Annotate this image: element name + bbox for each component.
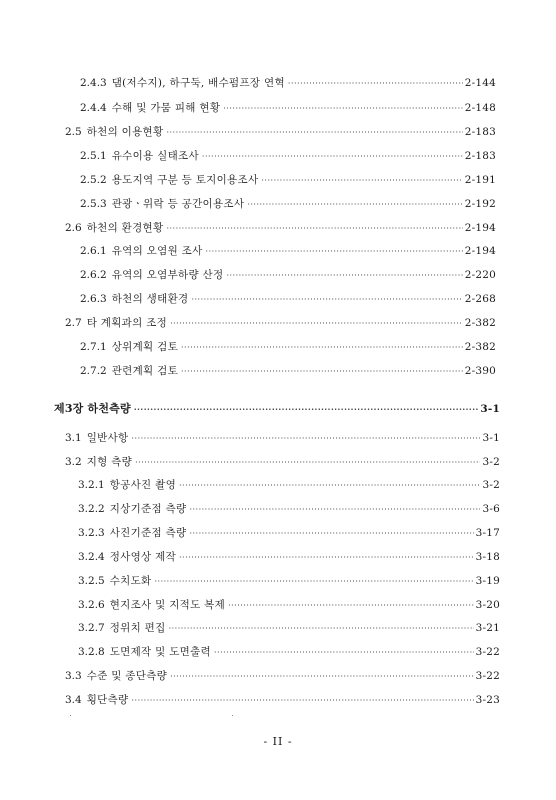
dot-leader xyxy=(191,293,462,307)
toc-entry-3-2-6 xyxy=(78,598,500,613)
toc-entry-2-7-1 xyxy=(80,340,496,355)
scan-speck xyxy=(70,715,71,716)
dot-leader xyxy=(134,402,479,416)
toc-number: 3.4 xyxy=(65,694,82,706)
toc-title: 정위치 편집 xyxy=(109,622,166,634)
toc-entry-2-4-4 xyxy=(80,101,496,116)
toc-page: 2-220 xyxy=(464,269,496,281)
toc-page: 3-18 xyxy=(475,551,500,563)
toc-title: 하천의 생태환경 xyxy=(111,293,189,305)
toc-title: 사진기준점 측량 xyxy=(109,527,187,539)
toc-title: 일반사항 xyxy=(86,432,129,444)
toc-number: 2.7.1 xyxy=(80,341,107,353)
toc-entry-3-2-8 xyxy=(78,645,500,660)
dot-leader xyxy=(131,432,480,446)
toc-number: 3.2.7 xyxy=(78,622,105,634)
toc-entry-2-5-3 xyxy=(80,197,496,212)
toc-page: 2-191 xyxy=(464,174,496,186)
toc-title: 하천의 이용현황 xyxy=(86,126,164,138)
toc-entry-2-6 xyxy=(65,221,496,236)
toc-entry-2-5 xyxy=(65,125,496,140)
dot-leader xyxy=(170,670,474,684)
toc-page: 2-144 xyxy=(464,77,496,89)
toc-page: 3-23 xyxy=(475,694,500,706)
toc-number: 2.5.3 xyxy=(80,198,107,210)
dot-leader xyxy=(228,599,474,613)
toc-page: 2-268 xyxy=(464,293,496,305)
toc-entry-3-3 xyxy=(65,669,500,684)
toc-title: 수해 및 가뭄 피해 현황 xyxy=(111,102,221,114)
toc-title: 지형 측량 xyxy=(86,456,133,468)
toc-number: 3.2.2 xyxy=(78,503,105,515)
dot-leader xyxy=(179,479,480,493)
dot-leader xyxy=(247,198,462,212)
dot-leader xyxy=(223,102,462,116)
toc-entry-3-2-2 xyxy=(78,502,500,517)
toc-page: 2-183 xyxy=(464,150,496,162)
toc-number: 2.6.3 xyxy=(80,293,107,305)
toc-chapter-3 xyxy=(54,402,500,416)
toc-number: 3.2.1 xyxy=(78,479,105,491)
toc-entry-3-4 xyxy=(65,693,500,708)
dot-leader xyxy=(261,174,462,188)
toc-page: 3-2 xyxy=(482,479,500,491)
toc-entry-2-5-2 xyxy=(80,173,496,188)
toc-title: 관련계획 검토 xyxy=(111,365,179,377)
toc-title: 하천의 환경현황 xyxy=(86,222,164,234)
toc-page: 3-1 xyxy=(480,403,500,415)
toc-page: 3-20 xyxy=(475,599,500,611)
toc-page: 3-17 xyxy=(475,527,500,539)
dot-leader xyxy=(170,317,463,331)
dot-leader xyxy=(189,527,473,541)
toc-number: 3.2.5 xyxy=(78,575,105,587)
dot-leader xyxy=(135,456,480,470)
dot-leader xyxy=(214,646,474,660)
dot-leader xyxy=(206,245,463,259)
toc-entry-2-7 xyxy=(65,316,496,331)
dot-leader xyxy=(166,222,462,236)
toc-title: 댐(저수지), 하구둑, 배수펌프장 연혁 xyxy=(111,77,285,89)
toc-entry-2-7-2 xyxy=(80,364,496,379)
toc-number: 3.2.4 xyxy=(78,551,105,563)
toc-page: 2-390 xyxy=(464,365,496,377)
toc-page: 3-22 xyxy=(475,670,500,682)
toc-title: 정사영상 제작 xyxy=(109,551,177,563)
toc-entry-3-2-3 xyxy=(78,526,500,541)
toc-title: 지상기준점 측량 xyxy=(109,503,187,515)
dot-leader xyxy=(181,341,463,355)
toc-page: 3-22 xyxy=(475,646,500,658)
toc-number: 2.7 xyxy=(65,317,82,329)
toc-entry-3-2-1 xyxy=(78,478,500,493)
toc-title: 유역의 오염원 조사 xyxy=(111,245,203,257)
toc-title: 상위계획 검토 xyxy=(111,341,179,353)
toc-page: 2-194 xyxy=(464,245,496,257)
toc-entry-2-6-2 xyxy=(80,268,496,283)
scan-speck xyxy=(232,715,233,716)
toc-title: 관광ㆍ위락 등 공간이용조사 xyxy=(111,198,245,210)
dot-leader xyxy=(131,694,473,708)
toc-page: 3-21 xyxy=(475,622,500,634)
dot-leader xyxy=(155,575,474,589)
dot-leader xyxy=(226,269,462,283)
toc-number: 2.6 xyxy=(65,222,82,234)
toc-title: 유수이용 실태조사 xyxy=(111,150,199,162)
dot-leader xyxy=(179,551,474,565)
toc-entry-2-6-1 xyxy=(80,244,496,259)
toc-number: 3.2.6 xyxy=(78,599,105,611)
toc-title: 횡단측량 xyxy=(86,694,129,706)
toc-title: 도면제작 및 도면출력 xyxy=(109,646,211,658)
toc-page: 3-6 xyxy=(482,503,500,515)
toc-number: 2.6.2 xyxy=(80,269,107,281)
toc-entry-3-2-4 xyxy=(78,550,500,565)
toc-number: 3.3 xyxy=(65,670,82,682)
toc-title: 유역의 오염부하량 산정 xyxy=(111,269,224,281)
toc-number: 3.2.8 xyxy=(78,646,105,658)
toc-entry-3-2 xyxy=(65,455,500,470)
toc-number: 2.5 xyxy=(65,126,82,138)
toc-page: 2-382 xyxy=(464,317,496,329)
toc-page: 2-148 xyxy=(464,102,496,114)
chapter-title: 제3장 하천측량 xyxy=(54,402,131,415)
toc-number: 2.5.1 xyxy=(80,150,107,162)
toc-title: 타 계획과의 조정 xyxy=(86,317,168,329)
dot-leader xyxy=(169,622,474,636)
dot-leader xyxy=(202,150,463,164)
toc-entry-2-6-3 xyxy=(80,292,496,307)
toc-number: 2.4.3 xyxy=(80,77,107,89)
dot-leader xyxy=(288,77,463,91)
toc-title: 항공사진 촬영 xyxy=(109,479,177,491)
toc-page: 3-1 xyxy=(482,432,500,444)
toc-page: 2-192 xyxy=(464,198,496,210)
toc-entry-3-2-5 xyxy=(78,574,500,589)
toc-title: 수준 및 종단측량 xyxy=(86,670,168,682)
toc-entry-2-5-1 xyxy=(80,149,496,164)
toc-entry-3-1 xyxy=(65,431,500,446)
toc-number: 3.2 xyxy=(65,456,82,468)
toc-title: 수치도화 xyxy=(109,575,152,587)
toc-page: 3-19 xyxy=(475,575,500,587)
toc-entry-3-2-7 xyxy=(78,621,500,636)
toc-page: 2-183 xyxy=(464,126,496,138)
toc-number: 2.6.1 xyxy=(80,245,107,257)
dot-leader xyxy=(189,503,480,517)
toc-page: 3-2 xyxy=(482,456,500,468)
page-number-footer: - II - xyxy=(263,735,293,748)
toc-number: 2.7.2 xyxy=(80,365,107,377)
toc-entry-2-4-3 xyxy=(80,76,496,91)
toc-page: 2-382 xyxy=(464,341,496,353)
toc-title: 현지조사 및 지적도 복제 xyxy=(109,599,226,611)
toc-page: 2-194 xyxy=(464,222,496,234)
toc-number: 2.4.4 xyxy=(80,102,107,114)
toc-number: 3.2.3 xyxy=(78,527,105,539)
dot-leader xyxy=(181,365,463,379)
dot-leader xyxy=(166,126,462,140)
toc-number: 2.5.2 xyxy=(80,174,107,186)
toc-number: 3.1 xyxy=(65,432,82,444)
toc-title: 용도지역 구분 등 토지이용조사 xyxy=(111,174,259,186)
